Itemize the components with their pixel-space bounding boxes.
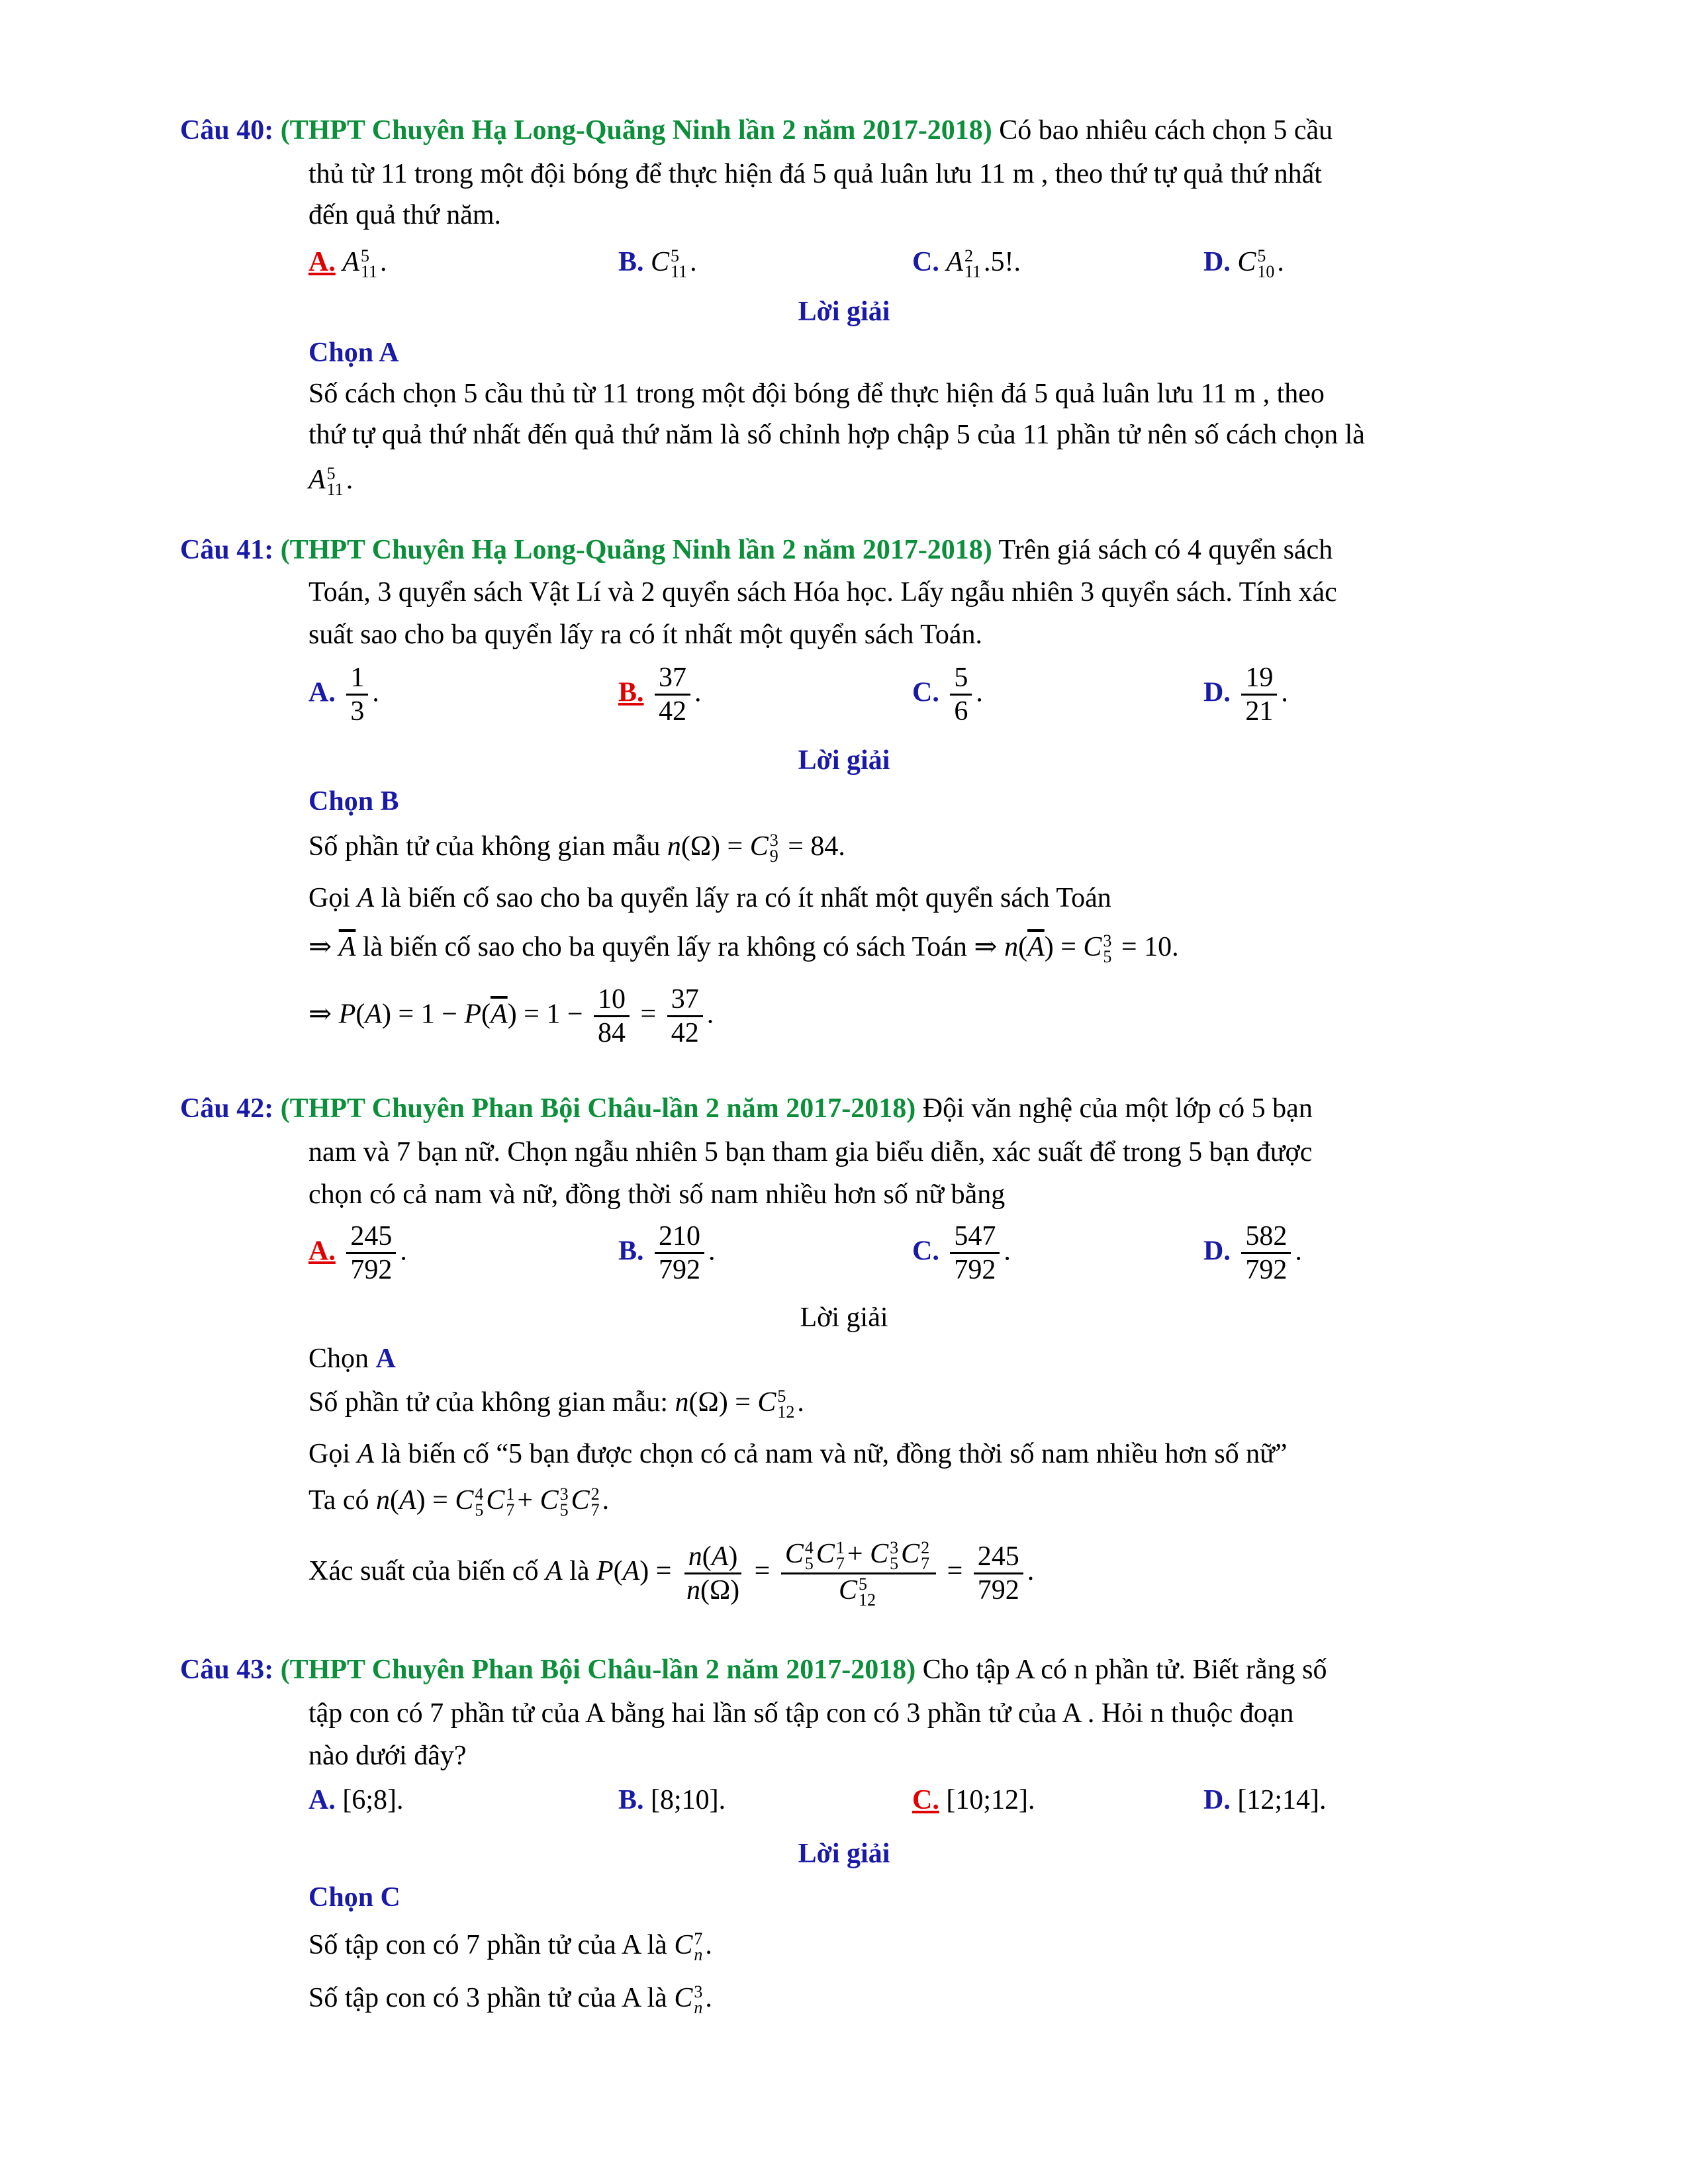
q41-source: (THPT Chuyên Hạ Long-Quãng Ninh lần 2 năm 2017-2018) — [280, 535, 992, 565]
q41-option-c[interactable]: C. $\frac{5}{6}$ . — [912, 662, 983, 727]
q41-solution-title: Lời giải — [798, 745, 890, 776]
q43-option-d[interactable]: D. [12;14]. — [1203, 1785, 1327, 1815]
q42-choice: Chọn A — [308, 1343, 396, 1374]
q40-option-a[interactable]: A. A 5 11 . — [308, 246, 387, 282]
q41-explanation-line4: ⇒ $P(A) = 1 - P(\overline{A}) = 1$ − $\frac{10}{84}$ = $\frac{37}{42}$ . — [308, 984, 714, 1049]
q43-stem-line2: tập con có 7 phần tử của A bằng hai lần số tập con có 3 phần tử của A . Hỏi n thuộc đoạn — [308, 1698, 1294, 1729]
q40-choice: Chọn A — [308, 338, 399, 368]
q40-option-b[interactable]: B. C 5 11 . — [618, 246, 697, 282]
q40-explanation-line3: A 5 11 . — [308, 463, 353, 500]
q42-explanation-line1: Số phần tử của không gian mẫu: n(Ω) = C 5 12 . — [308, 1386, 804, 1422]
q40-stem-line3: đến quả thứ năm. — [308, 200, 502, 230]
q43-option-c[interactable]: C. [10;12]. — [912, 1785, 1035, 1815]
q43-label: Câu 43: — [180, 1655, 274, 1685]
q42-source: (THPT Chuyên Phan Bội Châu-lần 2 năm 2017-2018) — [280, 1093, 916, 1124]
q43-explanation-line1: Số tập con có 7 phần tử của A là C 7 n . — [308, 1929, 712, 1965]
q42-option-c[interactable]: C. $\frac{547}{792}$ . — [912, 1221, 1011, 1286]
q42-option-d[interactable]: D. $\frac{582}{792}$ . — [1203, 1221, 1302, 1286]
q41-explanation-line1: Số phần tử của không gian mẫu n(Ω) = C 3 9 = 84. — [308, 830, 845, 866]
q41-stem-line1 — [180, 533, 1333, 567]
q43-option-b[interactable]: B. [8;10]. — [618, 1785, 726, 1815]
q40-stem-line2: thủ từ 11 trong một đội bóng để thực hiện đá 5 quả luân lưu 11 m , theo thứ tự quả thứ nhất — [308, 159, 1322, 189]
q42-label: Câu 42: — [180, 1093, 274, 1124]
q40-solution-title: Lời giải — [798, 296, 890, 327]
q40-label: Câu 40: — [180, 115, 274, 146]
q43-choice: Chọn C — [308, 1882, 400, 1913]
q42-explanation-line3: Ta có n(A) = C 4 5 C 1 7 + C 3 5 C 2 7 . — [308, 1484, 610, 1520]
q42-explanation-line2: Gọi A là biến cố “5 bạn được chọn có cả nam và nữ, đồng thời số nam nhiều hơn số nữ” — [308, 1439, 1288, 1469]
q43-text1: Cho tập A có n phần tử. Biết rằng số — [922, 1655, 1327, 1685]
q41-option-a[interactable]: A. $\frac{1}{3}$ . — [308, 662, 379, 727]
q41-option-d[interactable]: D. $\frac{19}{21}$ . — [1203, 662, 1288, 727]
q42-explanation-line4: Xác suất của biến cố A là P(A) = $\frac{n(A)}{n(\Omega)}$ = C 4 5 C 1 7 + C 3 5 C 2 7 C 5 12 = $\frac{245}{792}$ . — [308, 1537, 1035, 1610]
q40-stem-line1 — [180, 114, 1333, 147]
q40-option-d[interactable]: D. C 5 10 . — [1203, 246, 1284, 282]
q42-stem-line2: nam và 7 bạn nữ. Chọn ngẫu nhiên 5 bạn tham gia biểu diễn, xác suất để trong 5 bạn được — [308, 1137, 1313, 1167]
q41-label: Câu 41: — [180, 535, 274, 565]
q42-text1: Đội văn nghệ của một lớp có 5 bạn — [922, 1093, 1313, 1124]
q41-explanation-line3: ⇒ $\overline{A}$ là biến cố sao cho ba quyển lấy ra không có sách Toán ⇒ $n(\overline{A}) = C$ 3 5 = 10. — [308, 931, 1179, 967]
q41-text1: Trên giá sách có 4 quyển sách — [998, 535, 1333, 565]
q40-option-c[interactable]: C. A 2 11 .5!. — [912, 246, 1021, 282]
q41-explanation-line2: Gọi A là biến cố sao cho ba quyển lấy ra có ít nhất một quyển sách Toán — [308, 883, 1111, 913]
q43-solution-title: Lời giải — [798, 1839, 890, 1869]
q42-stem-line1 — [180, 1092, 1313, 1125]
q43-source: (THPT Chuyên Phan Bội Châu-lần 2 năm 2017-2018) — [280, 1655, 916, 1685]
q41-stem-line3: suất sao cho ba quyển lấy ra có ít nhất một quyển sách Toán. — [308, 619, 983, 650]
q41-choice: Chọn B — [308, 786, 399, 817]
q40-explanation-line1: Số cách chọn 5 cầu thủ từ 11 trong một đội bóng để thực hiện đá 5 quả luân lưu 11 m , theo — [308, 379, 1325, 409]
q43-explanation-line2: Số tập con có 3 phần tử của A là C 3 n . — [308, 1981, 712, 2018]
q41-stem-line2: Toán, 3 quyển sách Vật Lí và 2 quyển sách Hóa học. Lấy ngẫu nhiên 3 quyển sách. Tính xác — [308, 577, 1337, 608]
q41-option-b[interactable]: B. $\frac{37}{42}$ . — [618, 662, 702, 727]
q42-solution-title: Lời giải — [800, 1302, 888, 1333]
q42-option-a[interactable]: A. $\frac{245}{792}$ . — [308, 1221, 407, 1286]
q42-stem-line3: chọn có cả nam và nữ, đồng thời số nam nhiều hơn số nữ bằng — [308, 1179, 1006, 1210]
q40-source: (THPT Chuyên Hạ Long-Quãng Ninh lần 2 năm 2017-2018) — [280, 115, 992, 146]
q40-explanation-line2: thứ tự quả thứ nhất đến quả thứ năm là số chỉnh hợp chập 5 của 11 phần tử nên số cách chọn là — [308, 420, 1365, 450]
q40-text1: Có bao nhiêu cách chọn 5 cầu — [999, 115, 1333, 146]
q43-option-a[interactable]: A. [6;8]. — [308, 1785, 404, 1815]
q43-stem-line3: nào dưới đây? — [308, 1741, 467, 1771]
q43-stem-line1 — [180, 1653, 1327, 1686]
q42-option-b[interactable]: B. $\frac{210}{792}$ . — [618, 1221, 716, 1286]
